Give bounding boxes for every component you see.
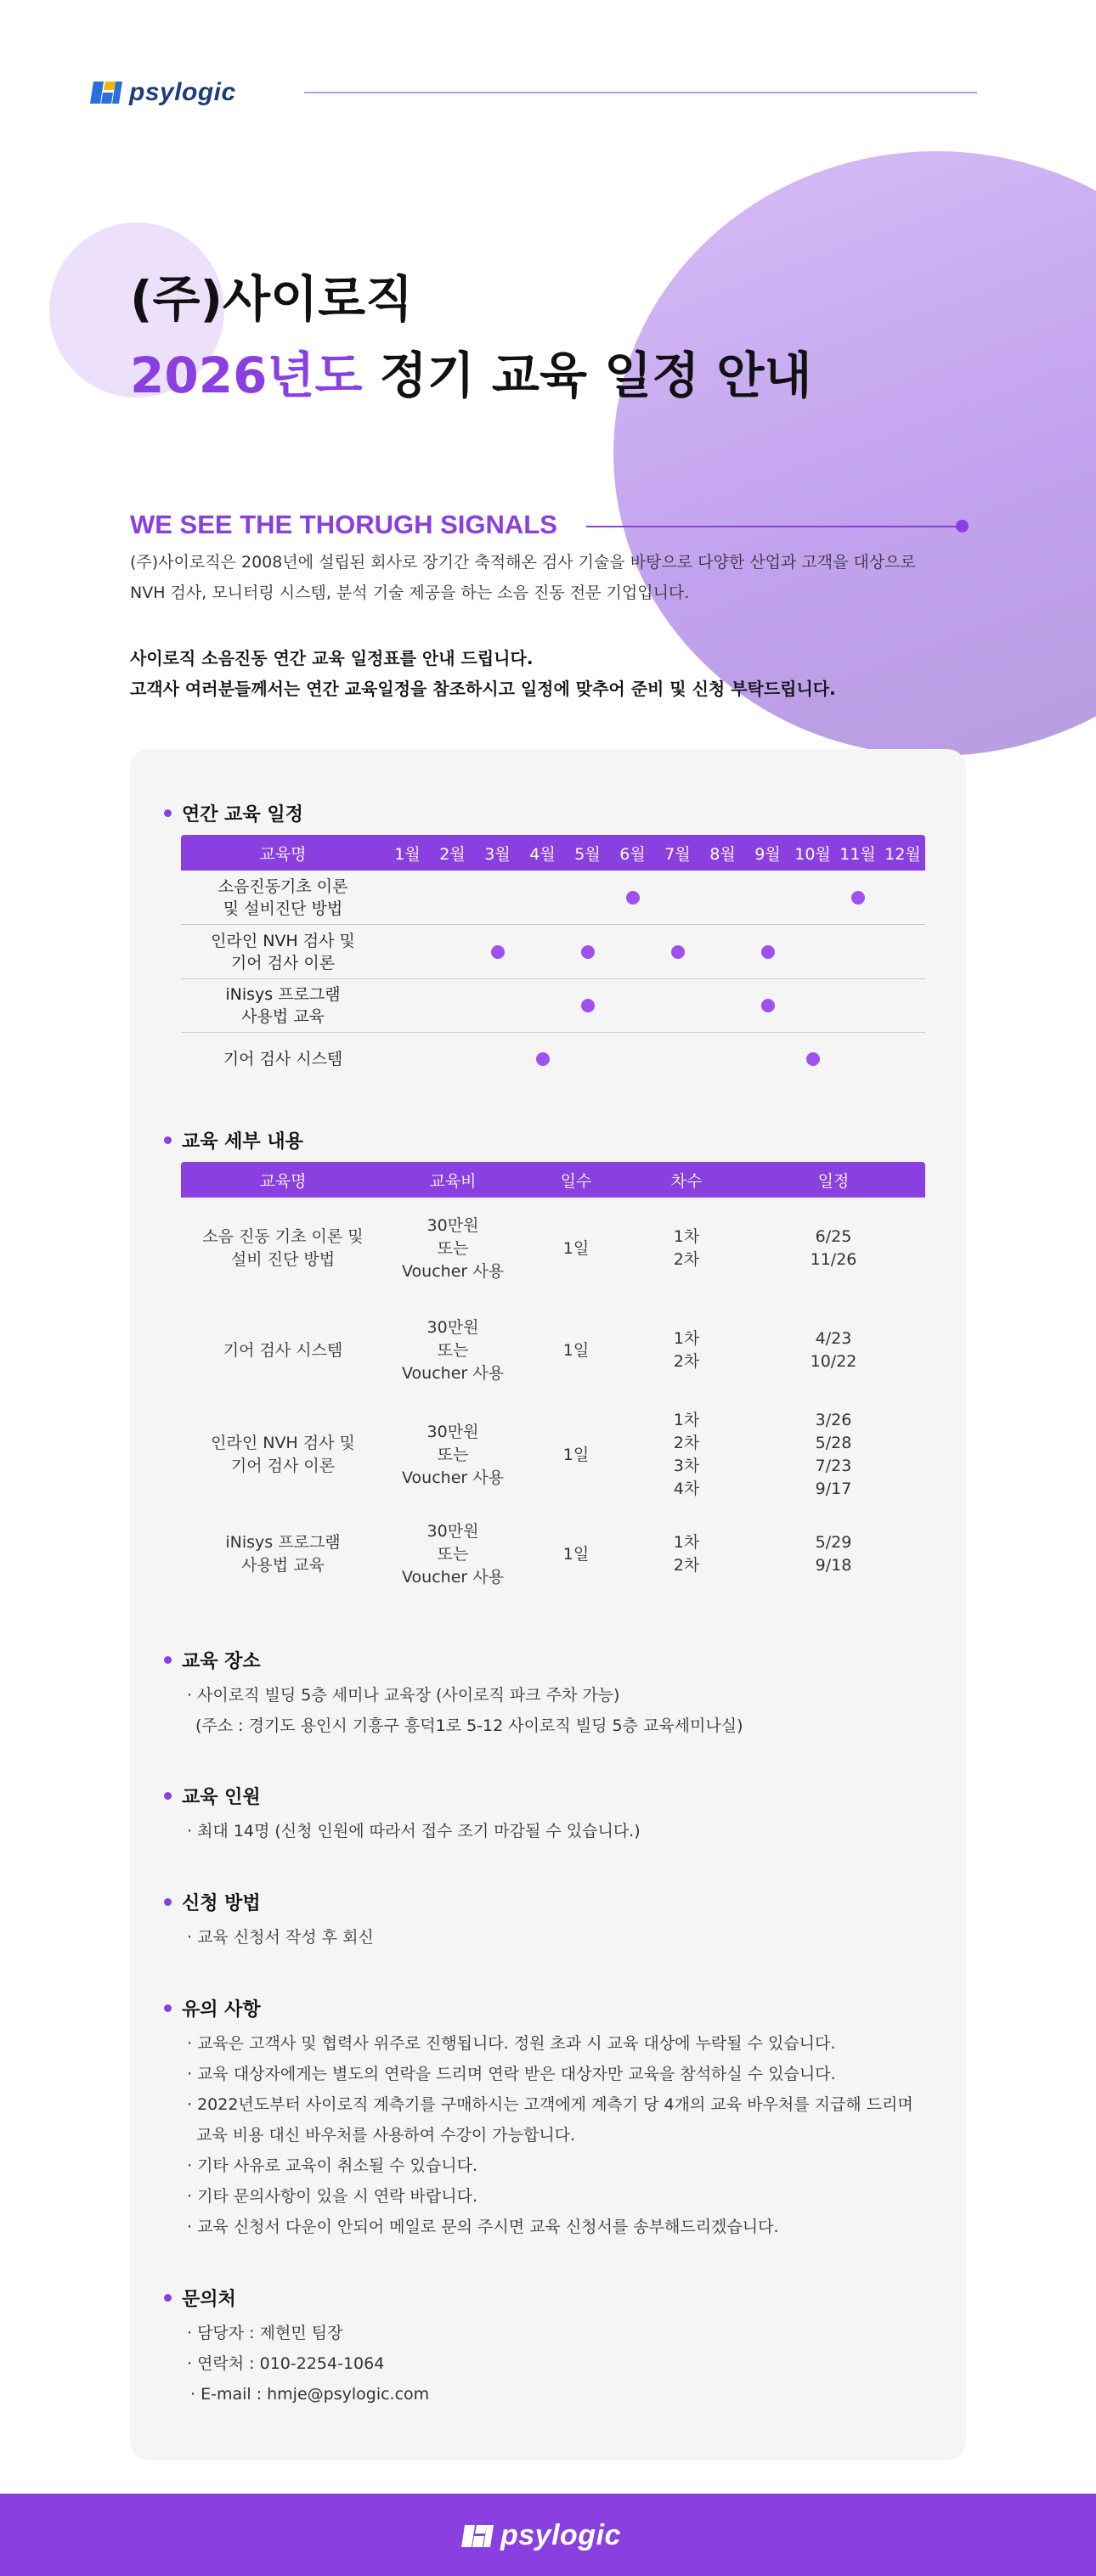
details-row-dates: 3/26 5/28 7/23 9/17 [815, 1411, 852, 1498]
schedule-marker-dot [581, 999, 595, 1012]
month-3: 3월 [484, 844, 511, 864]
details-row [181, 1206, 925, 1291]
bullet-dot [164, 809, 172, 817]
details-row-fee: 30만원 또는 Voucher 사용 [402, 1215, 504, 1281]
hero-title-line1: (주)사이로직 [130, 270, 414, 328]
details-row [181, 1308, 925, 1393]
bullet-dot [164, 2294, 172, 2302]
details-header-rounds: 차수 [670, 1171, 703, 1191]
bullet-dot [164, 1136, 172, 1144]
apply-title: 신청 방법 [164, 1889, 261, 1915]
schedule-marker-dot [536, 1052, 550, 1066]
intro-desc-line2: NVH 검사, 모니터링 시스템, 분석 기술 제공을 하는 소음 진동 전문 기업입니다. [130, 583, 690, 602]
notice-line1: 사이로직 소음진동 연간 교육 일정표를 안내 드립니다. [130, 648, 534, 668]
details-header-name: 교육명 [259, 1171, 307, 1191]
schedule-title: 연간 교육 일정 [164, 800, 303, 826]
details-header-days: 일수 [560, 1171, 592, 1191]
slogan-line-dot [956, 520, 969, 533]
details-row-days: 1일 [562, 1445, 590, 1464]
month-1: 1월 [394, 844, 421, 864]
details-row-fee: 30만원 또는 Voucher 사용 [402, 1521, 504, 1587]
header-logo [90, 78, 236, 107]
month-10: 10월 [794, 844, 831, 864]
details-header [181, 1162, 925, 1198]
details-row-fee: 30만원 또는 Voucher 사용 [402, 1422, 504, 1487]
details-row [181, 1512, 925, 1597]
schedule-row [181, 979, 925, 1033]
hero-year: 2026년도 [130, 347, 363, 404]
schedule-header-name: 교육명 [259, 844, 307, 864]
notes-line: · 2022년도부터 사이로직 계측기를 구매하시는 고객에게 계측기 당 4개의 교육 바우처를 지급해 드리며 [187, 2095, 913, 2114]
month-12: 12월 [884, 844, 921, 864]
details-title: 교육 세부 내용 [164, 1127, 303, 1153]
logo-mark-icon [461, 2523, 494, 2549]
place-line1: · 사이로직 빌딩 5층 세미나 교육장 (사이로직 파크 주차 가능) [187, 1686, 620, 1705]
details-row-name: 기어 검사 시스템 [223, 1340, 343, 1360]
schedule-marker-dot [581, 945, 595, 959]
schedule-row-name: 인라인 NVH 검사 및 기어 검사 이론 [211, 931, 355, 972]
capacity-line1: · 최대 14명 (신청 인원에 따라서 접수 조기 마감될 수 있습니다.) [187, 1822, 641, 1840]
slogan: WE SEE THE THORUGH SIGNALS [130, 510, 557, 539]
slogan-line [586, 526, 960, 527]
notice-line2: 고객사 여러분들께서는 연간 교육일정을 참조하시고 일정에 맞추어 준비 및 신청 부탁드립니다. [130, 679, 836, 699]
apply-line1: · 교육 신청서 작성 후 회신 [187, 1928, 374, 1947]
schedule-header [181, 835, 925, 871]
notes-line: · 기타 사유로 교육이 취소될 수 있습니다. [187, 2156, 477, 2175]
details-header-fee: 교육비 [429, 1171, 477, 1191]
month-11: 11월 [839, 844, 876, 864]
schedule-marker-dot [851, 891, 865, 905]
notes-line: · 기타 문의사항이 있을 시 연락 바랍니다. [187, 2187, 477, 2206]
contact-phone: · 연락처 : 010-2254-1064 [187, 2354, 385, 2373]
notes-title: 유의 사항 [164, 1995, 261, 2021]
notes-line: · 교육 대상자에게는 별도의 연락을 드리며 연락 받은 대상자만 교육을 참석하실 수 있습니다. [187, 2065, 836, 2083]
details-row-rounds: 1차 2차 [673, 1227, 700, 1269]
details-row-rounds: 1차 2차 3차 4차 [673, 1411, 700, 1498]
details-row-name: 소음 진동 기초 이론 및 설비 진단 방법 [202, 1227, 364, 1269]
notes-line: 교육 비용 대신 바우처를 사용하여 수강이 가능합니다. [196, 2126, 576, 2145]
footer-logo-text: psylogic [500, 2519, 621, 2551]
bullet-dot [164, 1792, 172, 1800]
logo-text: psylogic [129, 78, 236, 106]
hero-title-line2 [130, 335, 811, 407]
details-header-dates: 일정 [817, 1171, 850, 1191]
schedule-marker-dot [491, 945, 505, 959]
schedule-row-name: 소음진동기초 이론 및 설비진단 방법 [218, 877, 348, 918]
month-9: 9월 [754, 844, 781, 864]
schedule-row-name: 기어 검사 시스템 [223, 1050, 343, 1068]
details-row-name: 인라인 NVH 검사 및 기어 검사 이론 [211, 1434, 355, 1475]
notes-line: · 교육 신청서 다운이 안되어 메일로 문의 주시면 교육 신청서를 송부해드리겠습니다. [187, 2218, 779, 2236]
contact-manager: · 담당자 : 제현민 팀장 [187, 2324, 343, 2342]
month-5: 5월 [574, 844, 601, 864]
schedule-row [181, 925, 925, 979]
place-line2: (주소 : 경기도 용인시 기흥구 흥덕1로 5-12 사이로직 빌딩 5층 교육세미나실) [195, 1716, 743, 1735]
details-row-dates: 6/25 11/26 [810, 1227, 857, 1269]
month-8: 8월 [709, 844, 736, 864]
bullet-dot [164, 2004, 172, 2012]
details-row-rounds: 1차 2차 [673, 1329, 700, 1371]
logo-mark-icon [90, 80, 122, 105]
details-row-dates: 4/23 10/22 [810, 1329, 857, 1371]
schedule-row-name: iNisys 프로그램 사용법 교육 [225, 985, 341, 1026]
bullet-dot [164, 1898, 172, 1906]
details-row-days: 1일 [562, 1238, 590, 1258]
schedule-marker-dot [626, 891, 640, 905]
month-4: 4월 [529, 844, 556, 864]
schedule-marker-dot [761, 945, 775, 959]
schedule-row [181, 1033, 925, 1085]
decor-circle-large [613, 151, 1096, 756]
contact-title: 문의처 [164, 2285, 236, 2311]
notes-line: · 교육은 고객사 및 협력사 위주로 진행됩니다. 정원 초과 시 교육 대상에 누락될 수 있습니다. [187, 2034, 836, 2053]
details-row-days: 1일 [562, 1340, 590, 1360]
month-2: 2월 [439, 844, 466, 864]
schedule-marker-dot [761, 999, 775, 1012]
capacity-title: 교육 인원 [164, 1783, 261, 1809]
details-row-name: iNisys 프로그램 사용법 교육 [225, 1533, 341, 1575]
details-row-dates: 5/29 9/18 [815, 1533, 852, 1575]
schedule-marker-dot [671, 945, 685, 959]
month-6: 6월 [619, 844, 646, 864]
details-row-fee: 30만원 또는 Voucher 사용 [402, 1317, 504, 1383]
bullet-dot [164, 1656, 172, 1664]
header-line [304, 92, 977, 93]
hero-title-rest: 정기 교육 일정 안내 [362, 347, 812, 404]
schedule-marker-dot [806, 1052, 820, 1066]
contact-email[interactable]: · E-mail : hmje@psylogic.com [190, 2385, 430, 2404]
details-row-days: 1일 [562, 1544, 590, 1564]
details-row-rounds: 1차 2차 [673, 1533, 700, 1575]
footer-logo [461, 2519, 621, 2552]
month-7: 7월 [664, 844, 691, 864]
details-row [181, 1408, 925, 1502]
place-title: 교육 장소 [164, 1647, 261, 1673]
intro-desc-line1: (주)사이로직은 2008년에 설립된 회사로 장기간 축적해온 검사 기술을 바탕으로 다양한 산업과 고객을 대상으로 [130, 553, 916, 572]
schedule-row [181, 871, 925, 925]
